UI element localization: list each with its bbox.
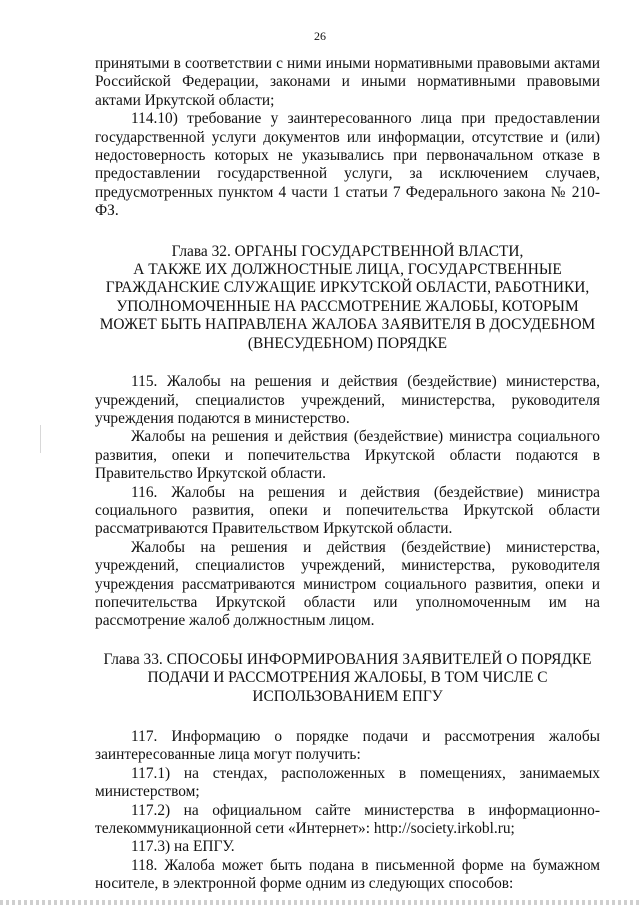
paragraph-115-b: Жалобы на решения и действия (бездействие) министра социального развития, опеки и попечительства Иркутской области подаются в Правительство Иркутской области. — [95, 428, 600, 483]
paragraph-117-1: 117.1) на стендах, расположенных в помещениях, занимаемых министерством; — [95, 764, 600, 801]
paragraph-116: 116. Жалобы на решения и действия (бездействие) министра социального развития, опеки и попечительства Иркутской области рассматриваются Правительством Иркутской области. — [95, 483, 600, 538]
scan-edge — [0, 900, 640, 905]
chapter-32-heading-line: (ВНЕСУДЕБНОМ) ПОРЯДКЕ — [247, 334, 448, 352]
chapter-33-heading-line: ИСПОЛЬЗОВАНИЕМ ЕПГУ — [252, 687, 443, 705]
chapter-32-heading-line: ГРАЖДАНСКИЕ СЛУЖАЩИЕ ИРКУТСКОЙ ОБЛАСТИ, РАБОТНИКИ, — [105, 279, 590, 297]
paragraph-114-10: 114.10) требование у заинтересованного лица при предоставлении государственной услуги документов или информации, отсутствие и (или) недостоверность которых не указывались при первоначальном отказе в предоставлении государственной услуги, за исключением случаев, предусмотренных пунктом 4 части 1 статьи 7 Федерального закона № 210-ФЗ. — [95, 110, 600, 220]
chapter-33-heading — [95, 651, 600, 706]
chapter-33-heading-line: ПОДАЧИ И РАССМОТРЕНИЯ ЖАЛОБЫ, В ТОМ ЧИСЛЕ С — [147, 669, 548, 687]
chapter-32-heading-line: УПОЛНОМОЧЕННЫЕ НА РАССМОТРЕНИЕ ЖАЛОБЫ, КОТОРЫМ — [116, 297, 579, 315]
chapter-32-heading-line: МОЖЕТ БЫТЬ НАПРАВЛЕНА ЖАЛОБА ЗАЯВИТЕЛЯ В ДОСУДЕБНОМ — [99, 316, 596, 334]
paragraph-115: 115. Жалобы на решения и действия (бездействие) министерства, учреждений, специалистов учреждений, министерства, руководителя учреждения подаются в министерство. — [95, 373, 600, 427]
paragraph-117: 117. Информацию о порядке подачи и рассмотрения жалобы заинтересованные лица могут получить: — [95, 728, 600, 764]
paragraph-117-3: 117.3) на ЕПГУ. — [131, 838, 235, 856]
paragraph-116-b: Жалобы на решения и действия (бездействие) министерства, учреждений, специалистов учреждений, министерства, руководителя учреждения рассматриваются министром социального развития, опеки и попечительства Иркутской области или уполномоченным им на рассмотрение жалоб должностным лицом. — [95, 538, 600, 630]
chapter-32-heading-line: А ТАКЖЕ ИХ ДОЛЖНОСТНЫЕ ЛИЦА, ГОСУДАРСТВЕННЫЕ — [133, 261, 562, 279]
chapter-33-heading-line: Глава 33. СПОСОБЫ ИНФОРМИРОВАНИЯ ЗАЯВИТЕЛЕЙ О ПОРЯДКЕ — [103, 650, 592, 668]
chapter-32-heading — [95, 243, 600, 353]
page-number: 26 — [314, 29, 326, 43]
paragraph-117-2: 117.2) на официальном сайте министерства в информационно-телекоммуникационной сети «Интернет»: http://society.irkobl.ru; — [95, 801, 600, 838]
document-body — [95, 55, 600, 894]
margin-mark — [40, 425, 41, 453]
chapter-32-heading-line: Глава 32. ОРГАНЫ ГОСУДАРСТВЕННОЙ ВЛАСТИ, — [171, 242, 524, 260]
paragraph-118: 118. Жалоба может быть подана в письменной форме на бумажном носителе, в электронной форме одним из следующих способов: — [95, 856, 600, 893]
paragraph-continuation: принятыми в соответствии с ними иными нормативными правовыми актами Российской Федерации, законами и иными нормативными правовыми актами Иркутской области; — [95, 55, 600, 109]
